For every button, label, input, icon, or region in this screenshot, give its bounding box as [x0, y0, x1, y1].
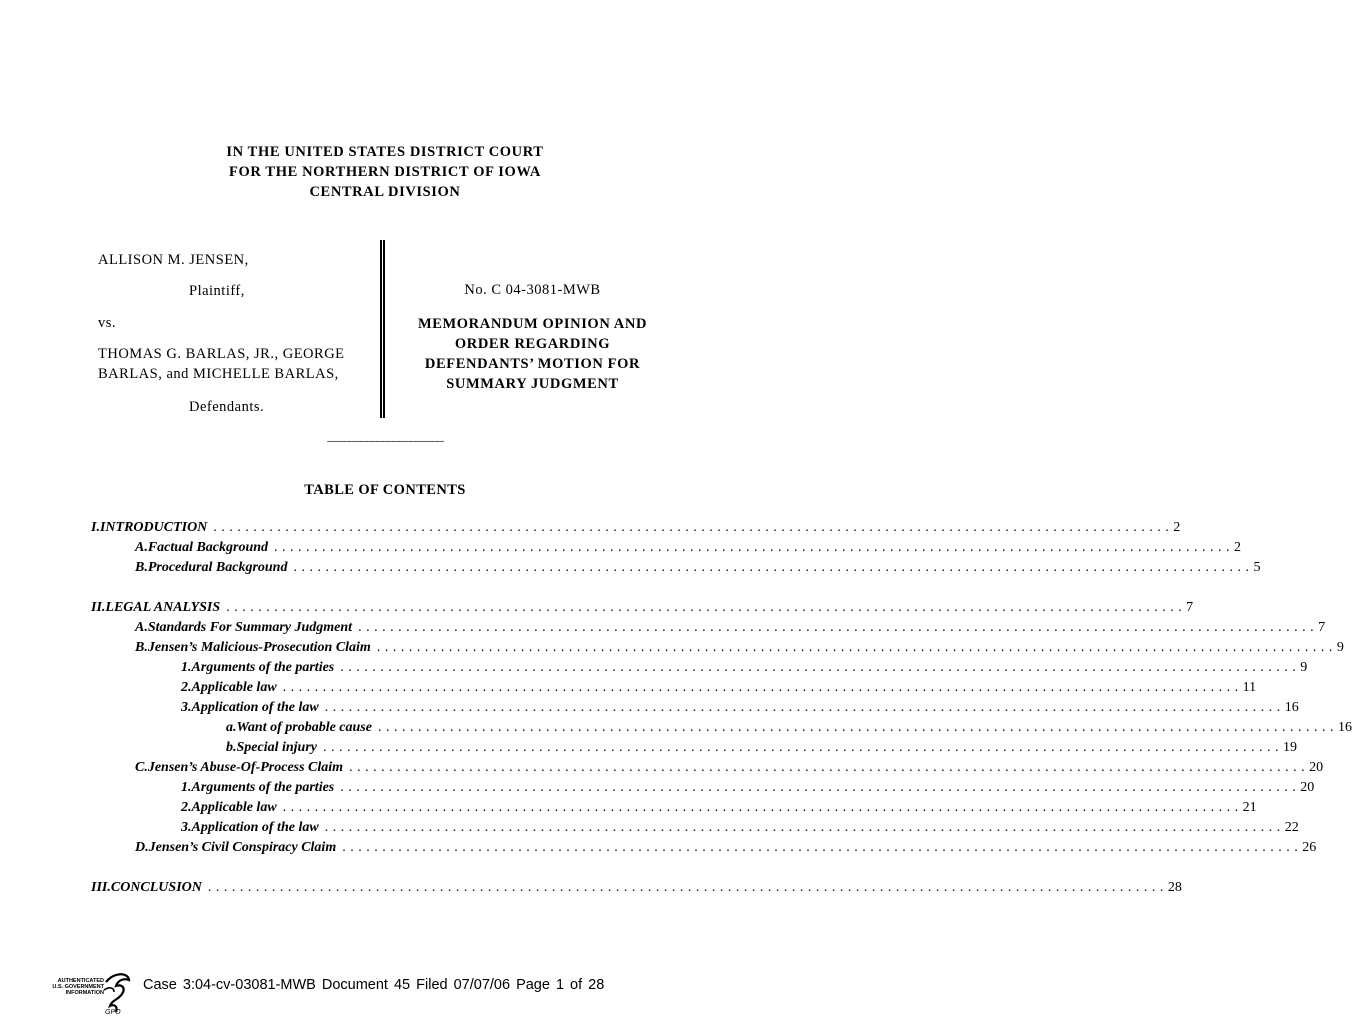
toc-entry-leader: ........................................................................................................................: [342, 840, 1303, 855]
toc-entry-title: Jensen’s Civil Conspiracy Claim: [148, 840, 337, 855]
toc-entry-title: Want of probable cause: [236, 720, 372, 735]
toc-entry-page: 2: [1234, 540, 1242, 555]
court-line-1: IN THE UNITED STATES DISTRICT COURT: [226, 144, 544, 160]
toc-entry-page: 5: [1253, 560, 1261, 575]
gpo-logo-line-3: INFORMATION: [65, 990, 104, 996]
toc-entry-page: 16: [1337, 720, 1352, 735]
memo-line-2: ORDER REGARDING: [454, 336, 611, 352]
toc-entry-leader: ........................................................................................................................: [340, 780, 1301, 795]
toc-entry-page: 20: [1309, 760, 1324, 775]
toc-entry-leader: ........................................................................................................................: [207, 880, 1168, 895]
toc-entry-leader: ........................................................................................................................: [323, 740, 1284, 755]
toc-entry-number: A.: [135, 620, 148, 635]
memo-line-3: DEFENDANTS’ MOTION FOR: [424, 356, 641, 372]
toc-entry-title: Jensen’s Malicious-Prosecution Claim: [147, 640, 371, 655]
toc-entry-number: a.: [226, 720, 237, 735]
toc-entry-title: Jensen’s Abuse-Of-Process Claim: [147, 760, 344, 775]
toc-entry-leader: ........................................................................................................................: [293, 560, 1254, 575]
toc-entry-title: Application of the law: [191, 700, 319, 715]
toc-entry: [135, 840, 1317, 860]
toc-entry-title: Procedural Background: [147, 560, 288, 575]
toc-entry-page: 22: [1284, 820, 1299, 835]
toc-entry-leader: ........................................................................................................................: [377, 720, 1338, 735]
plaintiff-role: Plaintiff,: [189, 283, 245, 299]
plaintiff-name: ALLISON M. JENSEN,: [98, 252, 249, 268]
toc-entry-title: Applicable law: [191, 800, 277, 815]
toc-entry-title: Arguments of the parties: [191, 660, 335, 675]
toc-entry-page: 16: [1284, 700, 1299, 715]
toc-entry: [91, 520, 1181, 540]
toc-entry-number: b.: [226, 740, 237, 755]
filing-footer: Case 3:04-cv-03081-MWB Document 45 Filed 07/07/06 Page 1 of 28: [143, 977, 605, 993]
toc-entry-leader: ........................................................................................................................: [274, 540, 1235, 555]
toc-entry-number: II.: [91, 600, 106, 615]
eagle-icon: [102, 970, 132, 1016]
toc-entry: [226, 720, 1352, 740]
gpo-logo-line-1: AUTHENTICATED: [57, 978, 104, 984]
toc-entry: [181, 700, 1299, 720]
toc-entry-number: 1.: [181, 780, 192, 795]
toc-entry: [91, 600, 1194, 620]
toc-entry-number: A.: [135, 540, 148, 555]
memo-line-1: MEMORANDUM OPINION AND: [417, 316, 648, 332]
toc-entry-leader: ........................................................................................................................: [376, 640, 1337, 655]
court-heading: [0, 142, 770, 202]
memo-line-4: SUMMARY JUDGMENT: [446, 376, 619, 392]
toc-entry-number: I.: [91, 520, 100, 535]
gpo-logo-line-2: U.S. GOVERNMENT: [52, 984, 104, 990]
court-line-2: FOR THE NORTHERN DISTRICT OF IOWA: [229, 164, 541, 180]
toc-entry-number: 1.: [181, 660, 192, 675]
toc-entry-number: III.: [91, 880, 111, 895]
document-title: [395, 314, 670, 394]
toc-entry-title: INTRODUCTION: [99, 520, 208, 535]
toc-entry-title: Applicable law: [191, 680, 277, 695]
section-divider: _____________________: [327, 428, 443, 443]
toc-entry-page: 2: [1173, 520, 1181, 535]
gpo-mark-text: GPO: [105, 1009, 121, 1016]
toc-entry: [181, 820, 1299, 840]
toc-entry-number: 2.: [181, 680, 192, 695]
toc-entry-page: 19: [1283, 740, 1298, 755]
toc-entry-leader: ........................................................................................................................: [226, 600, 1187, 615]
toc-entry: [91, 880, 1182, 900]
toc-entry-title: Application of the law: [191, 820, 319, 835]
toc-entry-leader: ........................................................................................................................: [324, 700, 1285, 715]
toc-entry-page: 28: [1167, 880, 1182, 895]
case-number: No. C 04-3081-MWB: [464, 282, 601, 298]
toc-entry-leader: ........................................................................................................................: [324, 820, 1285, 835]
toc-entry-title: Factual Background: [147, 540, 269, 555]
toc-entry-page: 7: [1318, 620, 1326, 635]
toc-entry-page: 7: [1186, 600, 1194, 615]
toc-entry-number: 3.: [181, 820, 192, 835]
toc-entry-title: CONCLUSION: [110, 880, 202, 895]
toc-entry-page: 20: [1300, 780, 1315, 795]
caption-divider-bar: [380, 240, 382, 418]
toc-entry-leader: ........................................................................................................................: [358, 620, 1319, 635]
defendants-role: Defendants.: [189, 399, 265, 415]
toc-entry-number: 3.: [181, 700, 192, 715]
toc-entry: [135, 760, 1324, 780]
toc-entry: [135, 540, 1242, 560]
toc-entry-leader: ........................................................................................................................: [213, 520, 1174, 535]
toc-entry-number: B.: [135, 560, 148, 575]
toc-entry-leader: ........................................................................................................................: [340, 660, 1301, 675]
gpo-authentication-logo: [42, 970, 132, 1016]
toc-entry-leader: ........................................................................................................................: [349, 760, 1310, 775]
toc-entry-leader: ........................................................................................................................: [282, 680, 1243, 695]
defendants-line-2: BARLAS, and MICHELLE BARLAS,: [98, 366, 339, 382]
toc-entry-leader: ........................................................................................................................: [282, 800, 1243, 815]
gpo-logo-text: [42, 978, 104, 996]
toc-entry-title: Special injury: [236, 740, 318, 755]
toc-entry: [135, 640, 1344, 660]
toc-entry: [181, 680, 1257, 700]
toc-entry: [135, 560, 1261, 580]
defendants-line-1: THOMAS G. BARLAS, JR., GEORGE: [98, 346, 345, 362]
toc-entry-page: 26: [1302, 840, 1317, 855]
toc-entry-title: Arguments of the parties: [191, 780, 335, 795]
toc-entry: [181, 780, 1315, 800]
toc-entry-page: 21: [1242, 800, 1257, 815]
court-line-3: CENTRAL DIVISION: [309, 184, 461, 200]
toc-entry-title: LEGAL ANALYSIS: [105, 600, 221, 615]
toc-entry: [181, 800, 1257, 820]
toc-entry-page: 11: [1242, 680, 1257, 695]
toc-entry-page: 9: [1300, 660, 1308, 675]
toc-entry-number: D.: [135, 840, 149, 855]
toc-entry-page: 9: [1336, 640, 1344, 655]
toc-entry: [181, 660, 1308, 680]
toc-entry-number: C.: [135, 760, 148, 775]
caption-divider-bar-2: [383, 240, 385, 418]
toc-entry-title: Standards For Summary Judgment: [147, 620, 353, 635]
toc-entry: [226, 740, 1298, 760]
toc-entry-number: B.: [135, 640, 148, 655]
versus: vs.: [98, 315, 117, 331]
toc-entry: [135, 620, 1326, 640]
toc-title: TABLE OF CONTENTS: [304, 482, 466, 498]
toc-entry-number: 2.: [181, 800, 192, 815]
